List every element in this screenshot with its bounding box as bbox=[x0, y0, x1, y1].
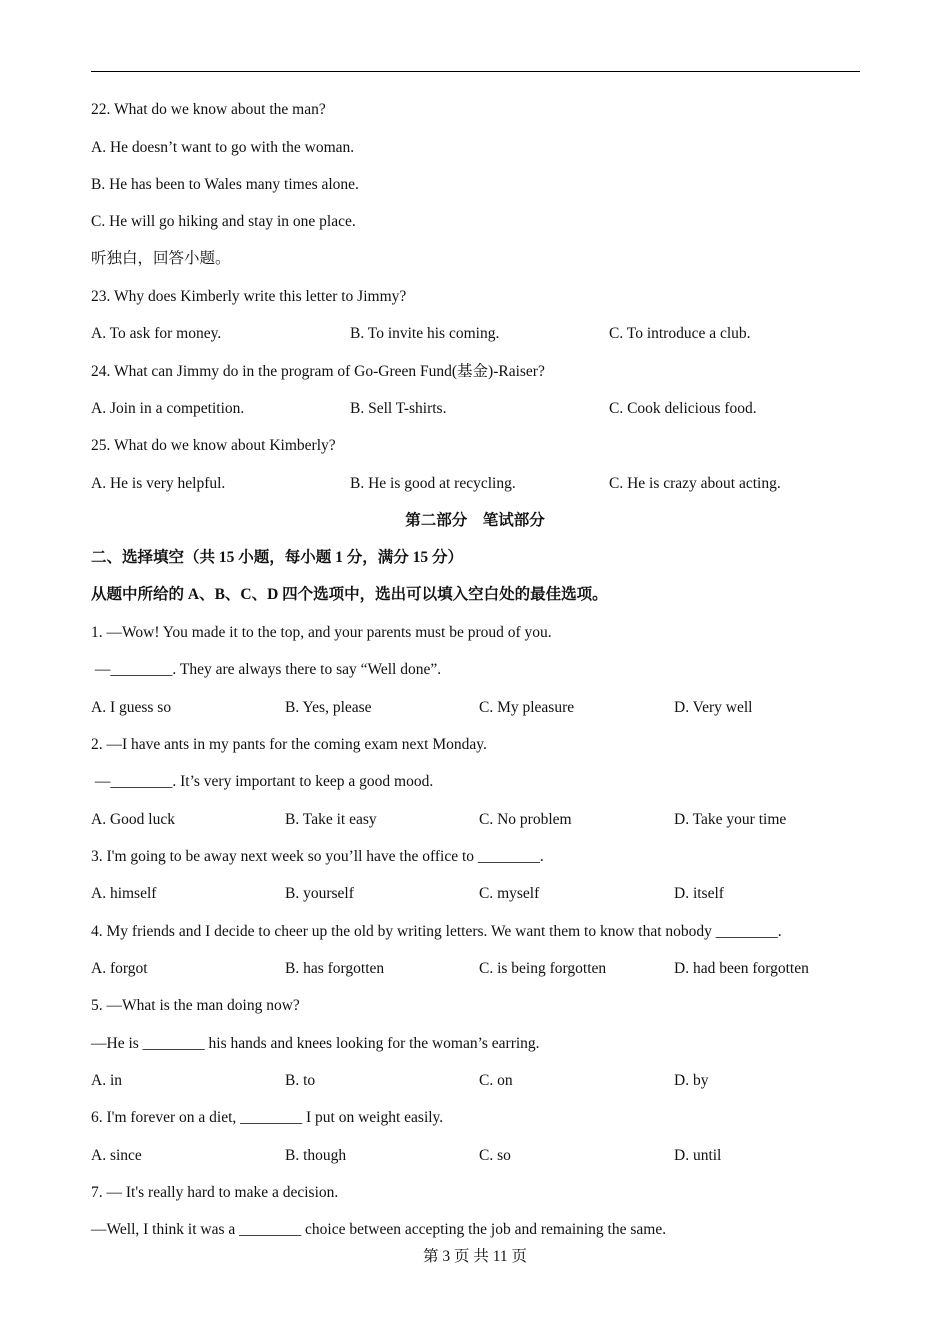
mc-q4-option-b: B. has forgotten bbox=[285, 960, 385, 977]
monologue-instruction: 听独白，回答小题。 bbox=[91, 250, 231, 267]
mc-q3-option-b: B. yourself bbox=[285, 885, 354, 902]
mc-q3-line1: 3. I'm going to be away next week so you’ll have the office to ________. bbox=[91, 848, 544, 865]
q23-option-c: C. To introduce a club. bbox=[609, 325, 751, 342]
mc-q5-option-d: D. by bbox=[674, 1072, 709, 1089]
mc-q5-line2: —He is ________ his hands and knees looking for the woman’s earring. bbox=[91, 1035, 540, 1052]
mc-q7-line1: 7. — It's really hard to make a decision. bbox=[91, 1184, 339, 1201]
mc-q6-option-d: D. until bbox=[674, 1147, 722, 1164]
q22-option-a: A. He doesn’t want to go with the woman. bbox=[91, 139, 355, 156]
mc-q5-option-c: C. on bbox=[479, 1072, 513, 1089]
q24-option-a: A. Join in a competition. bbox=[91, 400, 245, 417]
q24-option-b: B. Sell T-shirts. bbox=[350, 400, 447, 417]
mc-q2-line1: 2. —I have ants in my pants for the coming exam next Monday. bbox=[91, 736, 487, 753]
mc-q4-line1: 4. My friends and I decide to cheer up the old by writing letters. We want them to know that nobody ________. bbox=[91, 923, 782, 940]
mc-q3-option-c: C. myself bbox=[479, 885, 540, 902]
q25-option-b: B. He is good at recycling. bbox=[350, 475, 516, 492]
mc-q1-line1: 1. —Wow! You made it to the top, and your parents must be proud of you. bbox=[91, 624, 552, 641]
mc-q4-option-a: A. forgot bbox=[91, 960, 148, 977]
mc-q2-line2: —________. It’s very important to keep a good mood. bbox=[91, 773, 434, 790]
question-22: 22. What do we know about the man? bbox=[91, 101, 326, 118]
mc-q2-option-c: C. No problem bbox=[479, 811, 572, 828]
question-24: 24. What can Jimmy do in the program of Go-Green Fund(基金)-Raiser? bbox=[91, 363, 545, 380]
page-footer: 第 3 页 共 11 页 bbox=[422, 1248, 528, 1265]
q22-option-c: C. He will go hiking and stay in one place. bbox=[91, 213, 356, 230]
section-instruction: 从题中所给的 A、B、C、D 四个选项中，选出可以填入空白处的最佳选项。 bbox=[91, 586, 608, 603]
mc-q5-option-a: A. in bbox=[91, 1072, 122, 1089]
mc-q1-line2: —________. They are always there to say “Well done”. bbox=[91, 661, 442, 678]
mc-q4-option-d: D. had been forgotten bbox=[674, 960, 809, 977]
q22-option-b: B. He has been to Wales many times alone. bbox=[91, 176, 359, 193]
mc-q1-option-d: D. Very well bbox=[674, 699, 753, 716]
mc-q2-option-a: A. Good luck bbox=[91, 811, 175, 828]
mc-q6-option-a: A. since bbox=[91, 1147, 142, 1164]
header-rule bbox=[91, 71, 860, 72]
section-heading: 二、选择填空（共 15 小题，每小题 1 分，满分 15 分） bbox=[91, 549, 464, 566]
mc-q6-line1: 6. I'm forever on a diet, ________ I put on weight easily. bbox=[91, 1109, 444, 1126]
mc-q3-option-d: D. itself bbox=[674, 885, 724, 902]
mc-q2-option-b: B. Take it easy bbox=[285, 811, 377, 828]
q23-option-b: B. To invite his coming. bbox=[350, 325, 500, 342]
mc-q5-line1: 5. —What is the man doing now? bbox=[91, 997, 300, 1014]
mc-q6-option-b: B. though bbox=[285, 1147, 347, 1164]
question-25: 25. What do we know about Kimberly? bbox=[91, 437, 336, 454]
mc-q4-option-c: C. is being forgotten bbox=[479, 960, 607, 977]
mc-q1-option-b: B. Yes, please bbox=[285, 699, 372, 716]
mc-q1-option-c: C. My pleasure bbox=[479, 699, 575, 716]
mc-q7-line2: —Well, I think it was a ________ choice between accepting the job and remaining the same. bbox=[91, 1221, 667, 1238]
q25-option-c: C. He is crazy about acting. bbox=[609, 475, 781, 492]
mc-q3-option-a: A. himself bbox=[91, 885, 157, 902]
part2-title: 第二部分 笔试部分 bbox=[405, 512, 545, 529]
question-23: 23. Why does Kimberly write this letter to Jimmy? bbox=[91, 288, 407, 305]
mc-q5-option-b: B. to bbox=[285, 1072, 316, 1089]
mc-q6-option-c: C. so bbox=[479, 1147, 511, 1164]
mc-q1-option-a: A. I guess so bbox=[91, 699, 172, 716]
q23-option-a: A. To ask for money. bbox=[91, 325, 222, 342]
mc-q2-option-d: D. Take your time bbox=[674, 811, 787, 828]
q25-option-a: A. He is very helpful. bbox=[91, 475, 226, 492]
q24-option-c: C. Cook delicious food. bbox=[609, 400, 757, 417]
